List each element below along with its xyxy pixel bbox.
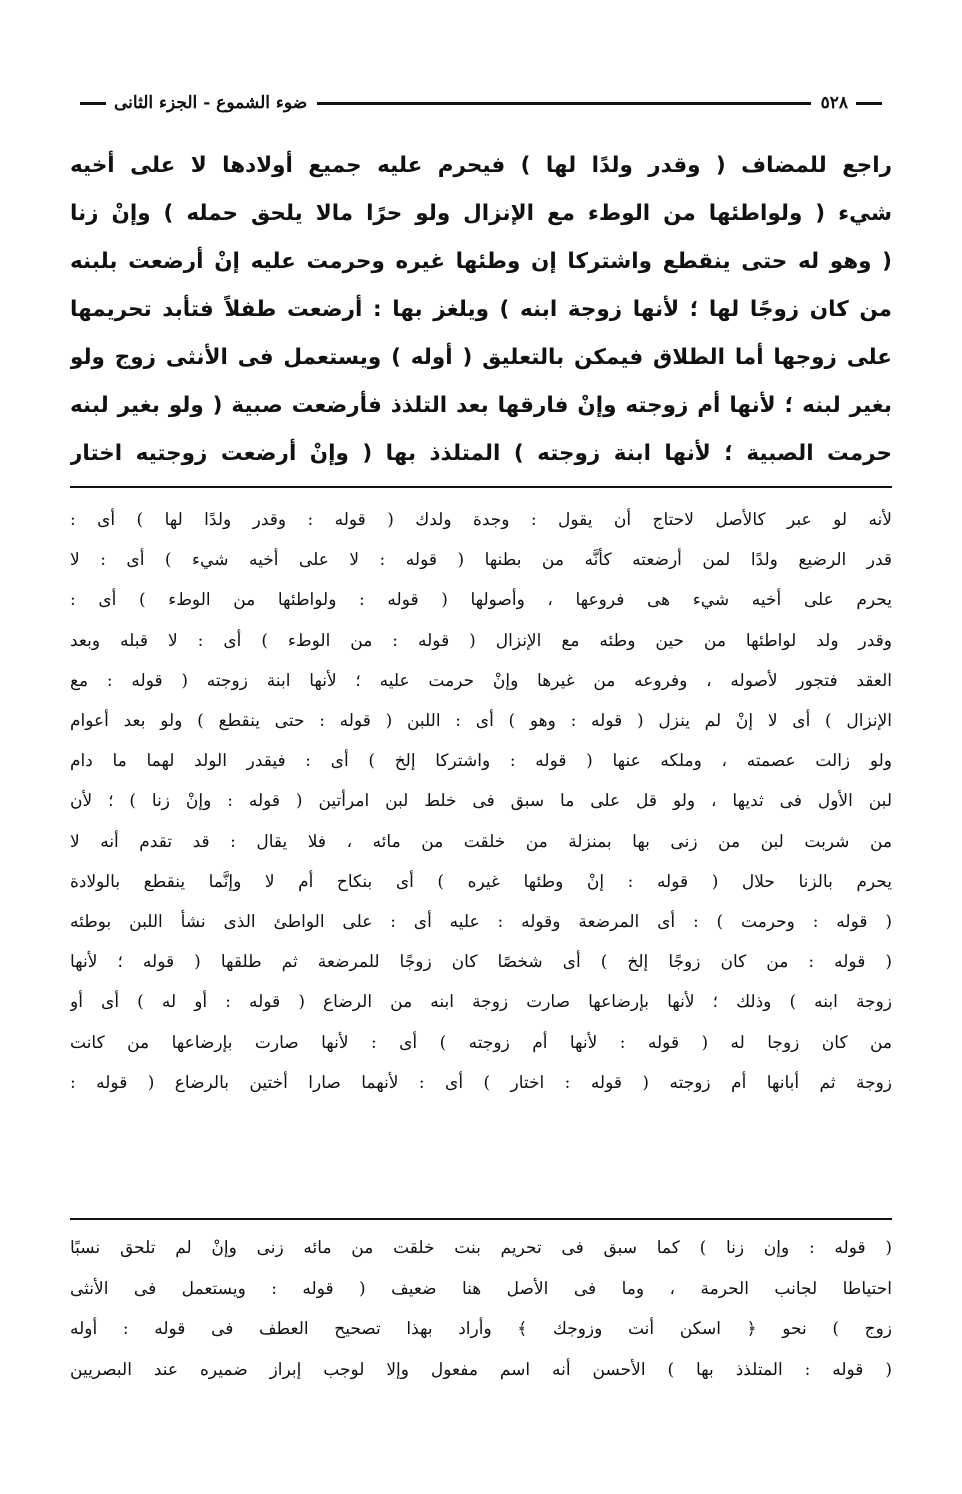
main-line: بغير لبنه ؛ لأنها أم زوجته وإنْ فارقها بعد التلذذ فأرضعت صبية ( ولو بغير لبنه [70, 393, 892, 418]
main-line: حرمت الصبية ؛ لأنها ابنة زوجته ) المتلذذ بها ( وإنْ أرضعت زوجتيه اختار [70, 441, 892, 466]
header-dash [80, 102, 106, 105]
main-line: على زوجها أما الطلاق فيمكن بالتعليق ( أوله ) ويستعمل فى الأنثى زوج ولو [70, 345, 892, 370]
commentary-line: الإنزال ) أى لا إنْ لم ينزل ( قوله : وهو ) أى : اللبن ( قوله : حتى ينقطع ) ولو بعد أعوام [70, 711, 892, 732]
commentary-line: لأنه لو عبر كالأصل لاحتاج أن يقول : وجدة ولدك ( قوله : وقدر ولدًا لها ) أى : [70, 510, 892, 530]
footnote-line: احتياطا لجانب الحرمة ، وما فى الأصل هنا ضعيف ( قوله : ويستعمل فى الأنثى [70, 1278, 892, 1299]
header-dash [856, 102, 882, 105]
commentary-line: لبن الأول فى ثديها ، ولو قل على ما سبق فى خلط لبن امرأتين ( قوله : وإنْ زنا ) ؛ لأن [70, 791, 892, 812]
commentary-line: يحرم بالزنا حلال ( قوله : إنْ وطئها غيره ) أى بنكاح أم لا وإنَّما ينقطع بالولادة [70, 871, 892, 892]
commentary-line: من كان زوجا له ( قوله : لأنها أم زوجته ) أى : لأنها صارت بإرضاعها من كانت [70, 1032, 892, 1053]
main-line: راجع للمضاف ( وقدر ولدًا لها ) فيحرم عليه جميع أولادها لا على أخيه [70, 153, 892, 178]
footnote-line: ( قوله : وإن زنا ) كما سبق فى تحريم بنت خلقت من مائه زنى وإنْ لم تلحق نسبًا [70, 1238, 892, 1258]
footnotes [70, 1228, 892, 1390]
header-rule [317, 102, 810, 105]
commentary-line: يحرم على أخيه شيء هى فروعها ، وأصولها ( قوله : ولواطئها من الوطء ) أى : [70, 590, 892, 611]
commentary-text [70, 500, 892, 1103]
page-header [72, 88, 890, 118]
running-title: ضوء الشموع - الجزء الثانى [114, 93, 308, 113]
section-divider [70, 486, 892, 488]
commentary-line: من شربت لبن من زنى بها بمنزلة من خلقت من مائه ، فلا يقال : قد تقدم أنه لا [70, 831, 892, 852]
footnote-divider [70, 1218, 892, 1220]
commentary-line: ( قوله : من كان زوجًا إلخ ) أى شخصًا كان زوجًا للمرضعة ثم طلقها ( قوله ؛ لأنها [70, 952, 892, 973]
main-text [70, 142, 892, 478]
commentary-line: العقد فتجور لأصوله ، وفروعه من غيرها وإنْ حرمت عليه ؛ لأنها ابنة زوجته ( قوله : مع [70, 670, 892, 691]
commentary-line: زوجة ثم أبانها أم زوجته ( قوله : اختار ) أى : لأنهما صارا أختين بالرضاع ( قوله : [70, 1072, 892, 1093]
commentary-line: قدر الرضيع ولدًا لمن أرضعته كأنَّه من بطنها ( قوله : لا على أخيه شيء ) أى : لا [70, 550, 892, 571]
page-number: ٥٢٨ [820, 93, 848, 113]
footnote-line: ( قوله : المتلذذ بها ) الأحسن أنه اسم مفعول وإلا لوجب إبراز ضميره عند البصريين [70, 1359, 892, 1380]
main-line: شيء ( ولواطئها من الوطء مع الإنزال ولو حرًا مالا يلحق حمله ) وإنْ زنا [70, 201, 892, 226]
main-line: ( وهو له حتى ينقطع واشتركا إن وطئها غيره وحرمت عليه إنْ أرضعت بلبنه [70, 249, 892, 274]
commentary-line: زوجة ابنه ) وذلك ؛ لأنها بإرضاعها صارت زوجة ابنه من الرضاع ( قوله : أو له ) أى أو [70, 992, 892, 1013]
commentary-line: ولو زالت عصمته ، وملكه عنها ( قوله : واشتركا إلخ ) أى : فيقدر الولد لهما ما دام [70, 751, 892, 772]
footnote-line: زوج ) نحو ﴿ اسكن أنت وزوجك ﴾ وأراد بهذا تصحيح العطف فى قوله : أوله [70, 1319, 892, 1339]
commentary-line: ( قوله : وحرمت ) : أى المرضعة وقوله : عليه أى : على الواطئ الذى نشأ اللبن بوطئه [70, 912, 892, 933]
main-line: من كان زوجًا لها ؛ لأنها زوجة ابنه ) ويلغز بها : أرضعت طفلاً فتأبد تحريمها [70, 297, 892, 322]
commentary-line: وقدر ولد لواطئها من حين وطئه مع الإنزال ( قوله : من الوطء ) أى : لا قبله وبعد [70, 630, 892, 651]
